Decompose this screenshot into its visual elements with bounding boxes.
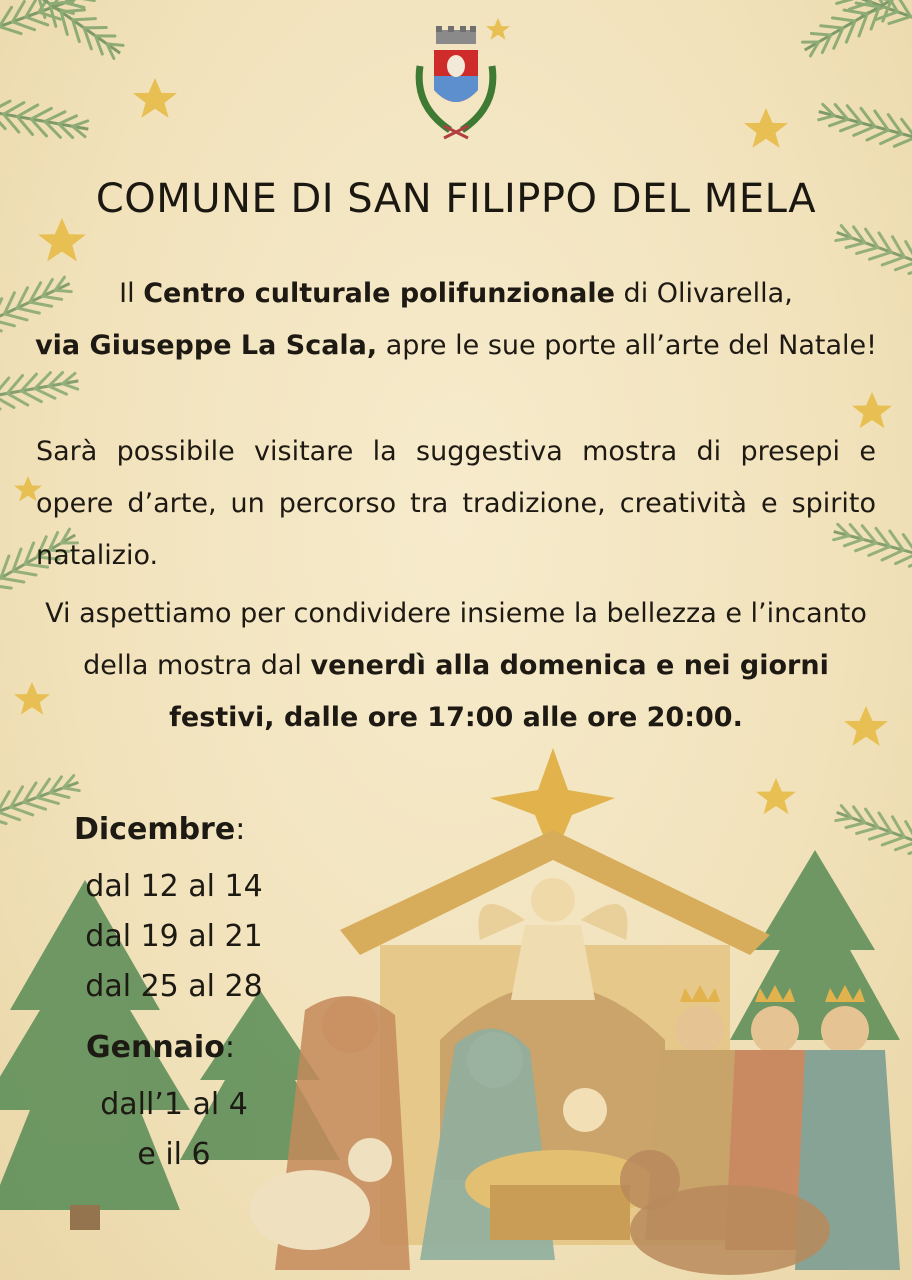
invite-text: Vi aspettiamo per condividere insieme la bellezza e l’incanto della mostra dal	[45, 598, 867, 681]
date-range: e il 6	[137, 1137, 211, 1172]
date-range: dal 19 al 21	[85, 919, 263, 954]
description-paragraph: Sarà possibile visitare la suggestiva mostra di presepi e opere d’arte, un percorso tra tradizione, creatività e spirito natalizio.	[36, 436, 876, 571]
pine-branch-icon	[797, 0, 912, 154]
venue-address: via Giuseppe La Scala,	[35, 330, 378, 361]
venue-name: Centro culturale polifunzionale	[143, 278, 615, 309]
december-heading	[74, 812, 274, 847]
intro-text: apre le sue porte all’arte del Natale!	[377, 330, 877, 361]
date-range: dall’1 al 4	[100, 1087, 248, 1122]
january-dates	[74, 1080, 274, 1180]
date-range: dal 12 al 14	[85, 869, 263, 904]
january-heading	[86, 1030, 286, 1065]
invite-paragraph	[30, 588, 882, 744]
december-dates	[64, 862, 284, 1012]
municipal-crest-icon	[400, 26, 512, 150]
intro-paragraph	[30, 268, 882, 372]
month-colon: :	[235, 812, 246, 847]
intro-text: di Olivarella,	[614, 278, 793, 309]
date-range: dal 25 al 28	[85, 969, 263, 1004]
pine-branch-icon	[0, 0, 129, 144]
month-colon: :	[224, 1030, 235, 1065]
page-title: COMUNE DI SAN FILIPPO DEL MELA	[95, 176, 817, 222]
month-label: Gennaio	[86, 1030, 225, 1065]
opening-hours: venerdì alla domenica e nei giorni festivi, dalle ore 17:00 alle ore 20:00.	[169, 650, 829, 733]
intro-text: Il	[119, 278, 144, 309]
month-label: Dicembre	[74, 812, 236, 847]
